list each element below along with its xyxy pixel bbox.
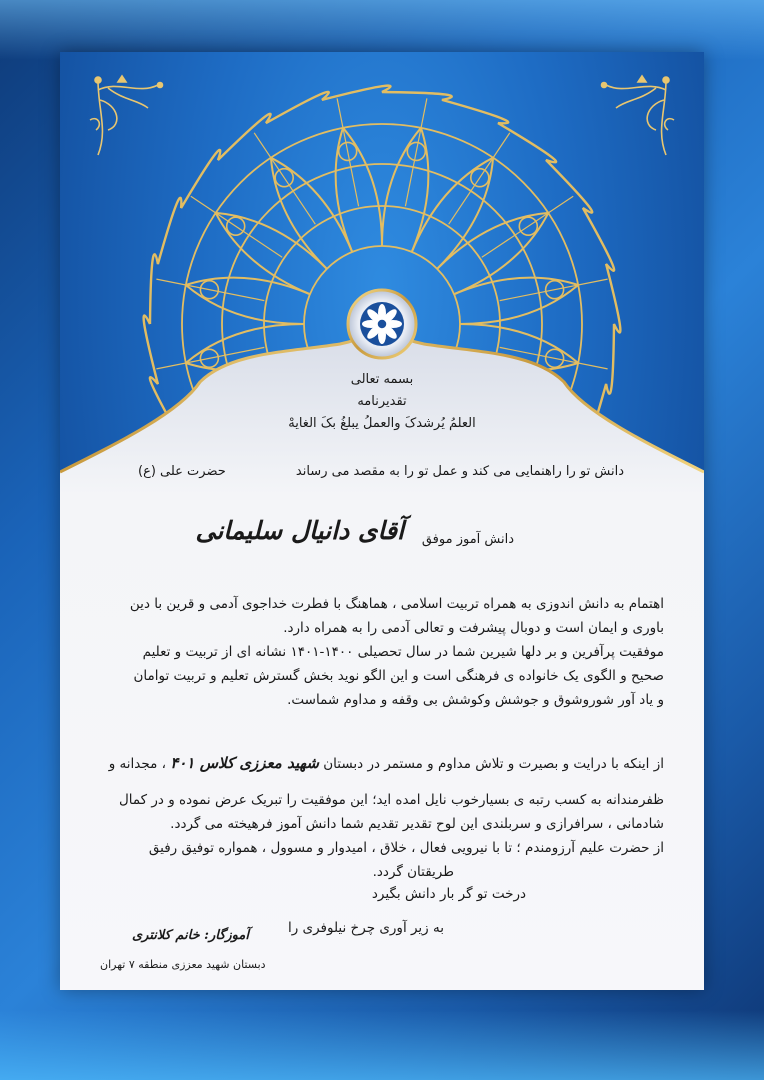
- recipient-name: آقای دانیال سلیمانی: [195, 516, 404, 545]
- hadith-source: حضرت علی (ع): [138, 464, 226, 479]
- paragraph2-line: ظفرمندانه به کسب رتبه ی بسیارخوب نایل امده اید؛ این موفقیت را تبریک عرض نموده و در کمال: [118, 792, 664, 808]
- paragraph2-line: شادمانی ، سرافرازی و سربلندی این لوح تقدیر تقدیم شما دانش آموز فرهیخته می گردد.: [170, 816, 664, 832]
- certificate-card: [60, 52, 704, 990]
- certificate-title: تقدیرنامه: [357, 394, 407, 409]
- paragraph1-line: و یاد آور شوروشوق و جوشش وکوشش بی وقفه و مداوم شماست.: [287, 692, 664, 708]
- school-handwritten: شهید معززی کلاس ۴۰۱: [170, 754, 319, 772]
- recipient-prefix: دانش آموز موفق: [421, 532, 514, 547]
- teacher-signature: آموزگار: خانم کلانتری: [132, 928, 249, 943]
- paragraph2-end: ، مجدانه و: [108, 756, 166, 772]
- bottom-glow: [0, 1010, 764, 1080]
- paragraph1-line: موفقیت پرآفرین و بر دلها شیرین شما در سال تحصیلی ۱۴۰۰-۱۴۰۱ نشانه ای از تربیت و تعلیم: [142, 644, 664, 660]
- school-line: دبستان شهید معززی منطقه ۷ تهران: [100, 958, 266, 971]
- paragraph1-line: باوری و ایمان است و دوبال پیشرفت و تعالی آدمی را به همراه دارد.: [283, 620, 664, 636]
- paragraph2-start: از اینکه با درایت و بصیرت و تلاش مداوم و مستمر در دبستان: [323, 756, 664, 772]
- bismillah: بسمه تعالی: [350, 372, 414, 387]
- poem-line-2: به زیر آوری چرخ نیلوفری را: [287, 920, 444, 936]
- arabic-quote: العلمُ یُرشدکَ والعملُ یبلغُ بکَ الغایهْ: [288, 416, 476, 431]
- paragraph2-line: طریقتان گردد.: [372, 864, 454, 880]
- paragraph2-first-line: [100, 754, 664, 772]
- hadith-text: دانش تو را راهنمایی می کند و عمل تو را به مقصد می رساند: [295, 464, 624, 479]
- top-glow: [0, 0, 764, 60]
- text-panel: [60, 52, 704, 990]
- paragraph1-line: اهتمام به دانش اندوزی به همراه تربیت اسلامی ، هماهنگ با فطرت خداجوی آدمی و قرین با دین: [129, 596, 664, 612]
- poem-line-1: درخت تو گر بار دانش بگیرد: [371, 886, 526, 902]
- paragraph2-line: از حضرت علیم آرزومندم ؛ تا با نیرویی فعال ، خلاق ، امیدوار و مسوول ، همواره توفیق رفیق: [148, 840, 664, 856]
- paragraph1-line: صحیح و الگوی یک خانواده ی فرهنگی است و این الگو نوید بخش گسترش تعلیم و تربیت توامان: [133, 668, 664, 684]
